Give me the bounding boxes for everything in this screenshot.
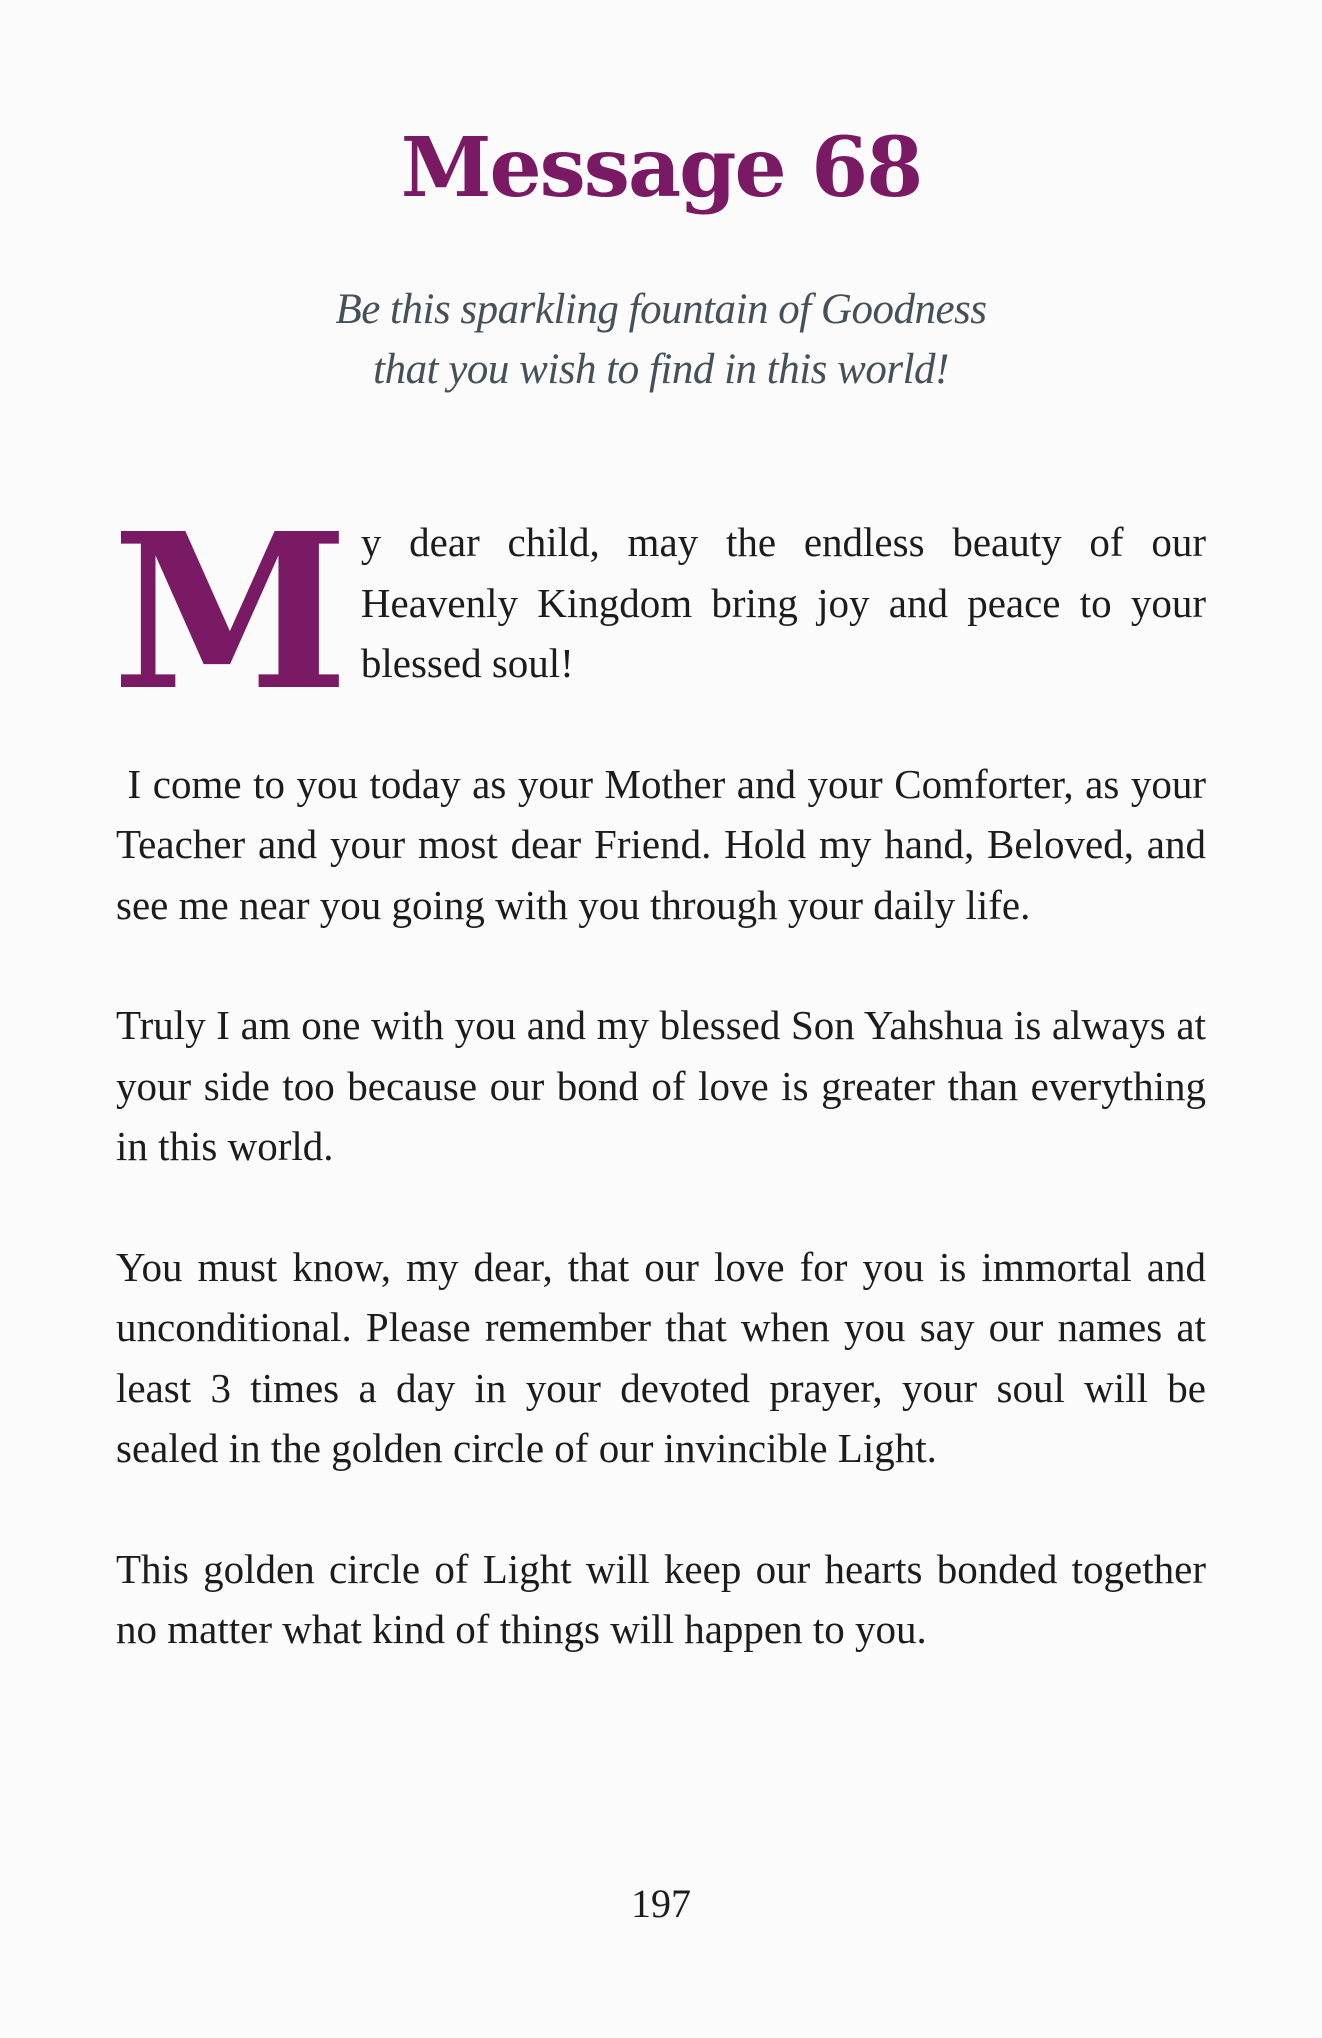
paragraph-1 (112, 487, 1206, 738)
message-body (112, 487, 1217, 1720)
subtitle-line-1: Be this sparkling fountain of Goodness (335, 286, 987, 333)
page-number: 197 (631, 1881, 691, 1926)
subtitle-line-2: that you wish to find in this world! (373, 346, 949, 393)
paragraph-1-text: y dear child, may the endless beauty of our Heavenly Kingdom bring joy and peace to your blessed soul! (360, 519, 1206, 686)
paragraph-2: I come to you today as your Mother and your Comforter, as your Teacher and your most dear Friend. Hold my hand, Beloved, and see me near you going with you through your daily life. (116, 760, 1217, 928)
paragraph-3: Truly I am one with you and my blessed Son Yahshua is always at your side too because our bond of love is greater than everything in this world. (116, 1002, 1206, 1169)
drop-cap: M (112, 487, 343, 738)
paragraph-5: This golden circle of Light will keep our hearts bonded together no matter what kind of things will happen to you. (116, 1545, 1206, 1652)
paragraph-4: You must know, my dear, that our love for you is immortal and unconditional. Please remember that when you say our names at least 3 times a day in your devoted prayer, your soul will be sealed in the golden circle of our invincible Light. (116, 1243, 1206, 1471)
page-title: Message 68 (400, 120, 922, 216)
subtitle (0, 280, 1322, 400)
